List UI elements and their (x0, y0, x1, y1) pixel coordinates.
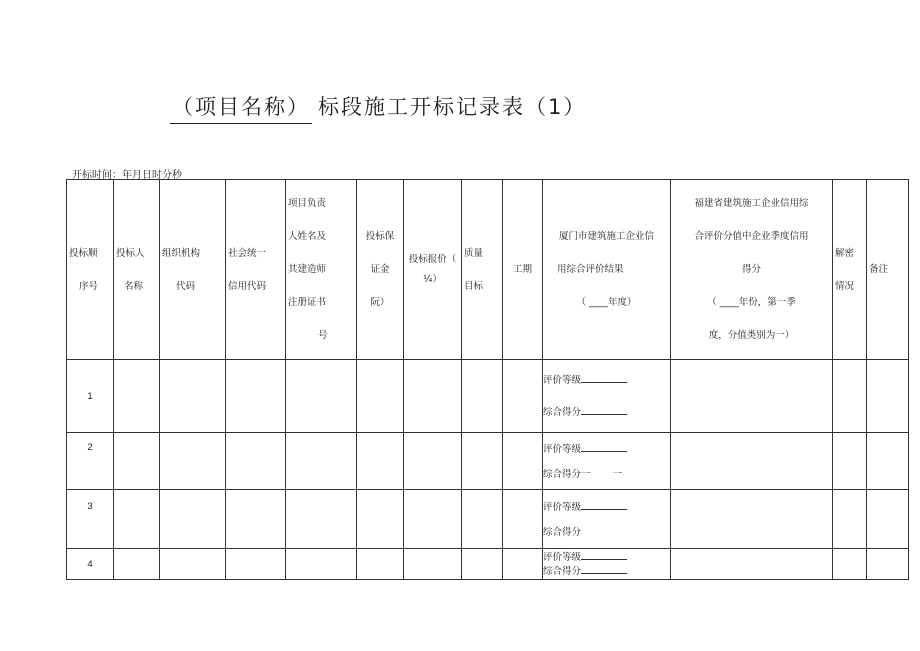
cell-manager[interactable] (286, 360, 357, 433)
cell-deposit[interactable] (357, 490, 404, 549)
cell-deposit[interactable] (357, 549, 404, 580)
grade-label: 评价等级 (543, 375, 582, 386)
header-text: ¼） (423, 273, 442, 285)
header-credit-code (226, 180, 286, 360)
header-text: （ ____年份，第一季 (707, 297, 796, 308)
header-text: 社会统一 (228, 247, 267, 259)
cell-org-code[interactable] (160, 360, 226, 433)
table-row (67, 490, 909, 549)
score-label: 综合得分 (543, 407, 582, 418)
score-blank[interactable] (581, 564, 627, 574)
table-row (67, 549, 909, 580)
header-text: 代码 (176, 280, 196, 292)
cell-remark[interactable] (867, 433, 909, 490)
cell-price[interactable] (404, 360, 462, 433)
score-label: 综合得分 (543, 526, 582, 538)
title-text: 标段施工开标记录表（1） (318, 95, 587, 119)
cell-decrypt[interactable] (833, 490, 867, 549)
cell-bidder[interactable] (114, 360, 160, 433)
header-text: 证金 (370, 264, 390, 275)
cell-fujian-credit[interactable] (671, 360, 833, 433)
header-xiamen-credit (543, 180, 671, 360)
header-deposit (357, 180, 404, 360)
row-number: 4 (67, 549, 114, 580)
cell-manager[interactable] (286, 433, 357, 490)
cell-bidder[interactable] (114, 433, 160, 490)
cell-xiamen-credit[interactable] (543, 549, 671, 580)
cell-deposit[interactable] (357, 360, 404, 433)
cell-credit-code[interactable] (226, 360, 286, 433)
header-text: 序号 (79, 280, 99, 292)
cell-period[interactable] (503, 433, 543, 490)
header-quality (462, 180, 503, 360)
cell-period[interactable] (503, 549, 543, 580)
project-name-field: （项目名称） (170, 91, 312, 124)
cell-period[interactable] (503, 490, 543, 549)
header-text: 其建造师 (288, 264, 327, 275)
bid-opening-record-table (66, 179, 909, 580)
grade-label: 评价等级 (543, 443, 582, 455)
header-text: 福建省建筑施工企业信用综 (694, 198, 809, 209)
cell-credit-code[interactable] (226, 490, 286, 549)
header-price (404, 180, 462, 360)
header-fujian-credit (671, 180, 833, 360)
cell-credit-code[interactable] (226, 549, 286, 580)
header-text: 备注 (869, 264, 889, 275)
header-text: 解密 (835, 247, 855, 259)
header-decrypt (833, 180, 867, 360)
cell-xiamen-credit[interactable] (543, 490, 671, 549)
cell-decrypt[interactable] (833, 433, 867, 490)
score-label: 综合得分一 (543, 468, 591, 480)
cell-price[interactable] (404, 490, 462, 549)
cell-remark[interactable] (867, 549, 909, 580)
cell-bidder[interactable] (114, 490, 160, 549)
open-time-label: 开标时间：年月日时分秒 (72, 170, 182, 181)
cell-xiamen-credit[interactable] (543, 433, 671, 490)
header-seq (67, 180, 114, 360)
cell-bidder[interactable] (114, 549, 160, 580)
cell-xiamen-credit[interactable] (543, 360, 671, 433)
header-text: 用综合评价结果 (557, 264, 624, 275)
grade-label: 评价等级 (543, 552, 582, 563)
header-text: （ ____年度） (576, 297, 637, 308)
grade-blank[interactable] (581, 373, 627, 383)
header-text: 阮） (370, 297, 390, 308)
cell-manager[interactable] (286, 549, 357, 580)
cell-quality[interactable] (462, 433, 503, 490)
cell-decrypt[interactable] (833, 549, 867, 580)
header-row (67, 180, 909, 360)
header-text: 投标人 (116, 247, 145, 259)
header-text: 质量 (464, 247, 484, 259)
header-text: 投标顺 (69, 247, 98, 259)
header-text: 目标 (464, 280, 484, 292)
header-text: 得分 (741, 264, 761, 275)
header-period (503, 180, 543, 360)
cell-deposit[interactable] (357, 433, 404, 490)
header-text: 名称 (124, 280, 144, 292)
header-text: 项目负责 (288, 198, 327, 209)
cell-price[interactable] (404, 549, 462, 580)
score-blank[interactable] (581, 405, 627, 415)
table-row (67, 360, 909, 433)
cell-remark[interactable] (867, 360, 909, 433)
document-title (0, 88, 920, 124)
table-row (67, 433, 909, 490)
header-bidder (114, 180, 160, 360)
header-text: 信用代码 (228, 280, 267, 292)
cell-price[interactable] (404, 433, 462, 490)
header-text: 情况 (835, 280, 855, 292)
cell-remark[interactable] (867, 490, 909, 549)
cell-fujian-credit[interactable] (671, 549, 833, 580)
grade-blank[interactable] (581, 442, 627, 452)
header-text: 工期 (512, 264, 532, 275)
header-text: 注册证书 (288, 297, 327, 308)
row-number: 1 (67, 360, 114, 433)
score-label: 综合得分 (543, 566, 582, 577)
row-number: 2 (67, 433, 114, 490)
cell-credit-code[interactable] (226, 433, 286, 490)
cell-quality[interactable] (462, 549, 503, 580)
header-text: 合评价分值中企业季度信用 (694, 231, 809, 242)
header-org-code (160, 180, 226, 360)
header-text: 投标报价（ (408, 253, 457, 265)
grade-label: 评价等级 (543, 501, 582, 513)
header-manager (286, 180, 357, 360)
cell-org-code[interactable] (160, 433, 226, 490)
cell-period[interactable] (503, 360, 543, 433)
cell-fujian-credit[interactable] (671, 490, 833, 549)
cell-fujian-credit[interactable] (671, 433, 833, 490)
header-text: 厦门市建筑施工企业信 (558, 231, 654, 242)
header-text: 度，分值类别为一） (708, 330, 795, 341)
header-text: 投标保 (365, 231, 395, 242)
header-text: 组织机构 (162, 247, 201, 259)
grade-blank[interactable] (581, 550, 627, 560)
cell-quality[interactable] (462, 490, 503, 549)
header-text: 人姓名及 (288, 231, 327, 242)
cell-org-code[interactable] (160, 490, 226, 549)
score-suffix: 一 (612, 468, 623, 480)
header-text: 号 (318, 330, 328, 341)
grade-blank[interactable] (581, 500, 627, 510)
cell-quality[interactable] (462, 360, 503, 433)
cell-org-code[interactable] (160, 549, 226, 580)
row-number: 3 (67, 490, 114, 549)
header-remark (867, 180, 909, 360)
cell-manager[interactable] (286, 490, 357, 549)
cell-decrypt[interactable] (833, 360, 867, 433)
